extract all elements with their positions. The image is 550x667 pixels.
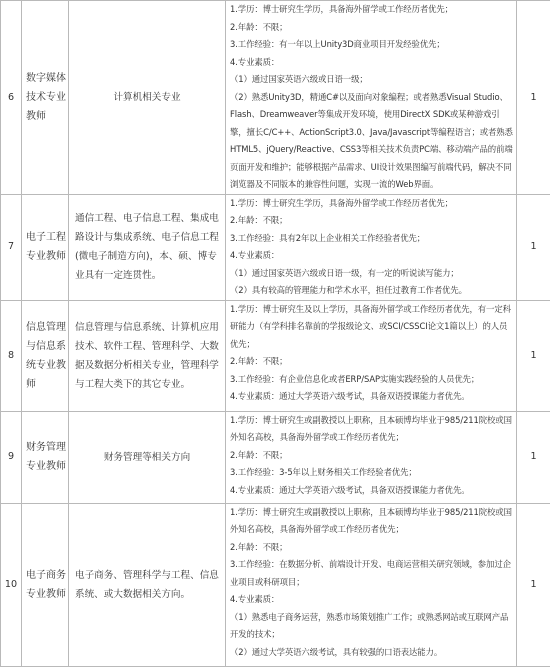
requirement-line: 2.年龄：不限； xyxy=(230,539,513,557)
requirement-line: 4.专业素质： xyxy=(230,247,513,265)
requirement-line: 1.学历：博士研究生及以上学历，具备海外留学或工作经历者优先，有一定科研能力（有学科排名靠前的学报级论文、或SCI/CSSCI论文1篇以上）的人员优先； xyxy=(230,301,513,354)
table-row xyxy=(1,194,550,300)
headcount: 1 xyxy=(517,411,550,503)
position-name: 财务管理专业教师 xyxy=(22,411,69,503)
position-name: 信息管理与信息系统专业教师 xyxy=(22,300,69,411)
requirement-line: （1）通过国家英语六级或日语一级，有一定的听说读写能力； xyxy=(230,265,513,283)
requirement-line: 1.学历：博士研究生学历，具备海外留学或工作经历者优先； xyxy=(230,1,513,19)
row-number: 6 xyxy=(1,1,22,195)
headcount: 1 xyxy=(517,300,550,411)
major-requirement: 电子商务、管理科学与工程、信息系统、或大数据相关方向。 xyxy=(69,503,226,666)
requirement-line: 1.学历：博士研究生学历，具备海外留学或工作经历者优先； xyxy=(230,195,513,213)
requirement-line: 3.工作经验：有企业信息化或者ERP/SAP实施实践经验的人员优先； xyxy=(230,371,513,389)
requirement-line: 1.学历：博士研究生或副教授以上职称，且本硕博均毕业于985/211院校或国外知名高校，具备海外留学或工作经历者优先； xyxy=(230,504,513,539)
requirement-line: （2）熟悉Unity3D，精通C#以及面向对象编程；或者熟悉Visual Studio、Flash、Dreamweaver等集成开发环境，使用DirectX SDK或某种游戏引擎，擅长C/C++、ActionScript3.0、Java/Javascript等编程语言；或者熟悉HTML5、jQuery/Reactive、CSS3等相关技术负责PC端、移动端产品的前端页面开发和维护；能够根据产品需求、UI设计效果图编写前端代码，解决不同浏览器及不同版本的兼容性问题，实现一流的Web界面。 xyxy=(230,89,513,194)
headcount: 1 xyxy=(517,1,550,195)
headcount: 1 xyxy=(517,194,550,300)
requirement-line: 4.专业素质：通过大学英语六级考试，具备双语授课能力者优先。 xyxy=(230,482,513,500)
table-body xyxy=(1,1,550,667)
row-number: 7 xyxy=(1,194,22,300)
position-name: 数字媒体技术专业教师 xyxy=(22,1,69,195)
requirement-line: 3.工作经验：具有2年以上企业相关工作经验者优先； xyxy=(230,230,513,248)
table-row xyxy=(1,300,550,411)
requirement-line: 2.年龄：不限； xyxy=(230,353,513,371)
job-requirements xyxy=(226,503,517,666)
major-requirement: 财务管理等相关方向 xyxy=(69,411,226,503)
table-row xyxy=(1,411,550,503)
requirement-line: 2.年龄：不限； xyxy=(230,447,513,465)
requirement-line: （1）熟悉电子商务运营，熟悉市场策划推广工作；或熟悉网站或互联网产品开发的技术； xyxy=(230,609,513,644)
requirement-line: 3.工作经验：3-5年以上财务相关工作经验者优先； xyxy=(230,464,513,482)
job-requirements xyxy=(226,411,517,503)
major-requirement: 通信工程、电子信息工程、集成电路设计与集成系统、电子信息工程(微电子制造方向)，本、硕、博专业具有一定连贯性。 xyxy=(69,194,226,300)
major-requirement: 信息管理与信息系统、计算机应用技术、软件工程、管理科学、大数据及数据分析相关专业，管理科学与工程大类下的其它专业。 xyxy=(69,300,226,411)
requirement-line: （1）通过国家英语六级或日语一级； xyxy=(230,71,513,89)
row-number: 9 xyxy=(1,411,22,503)
requirement-line: 4.专业素质： xyxy=(230,591,513,609)
position-name: 电子工程专业教师 xyxy=(22,194,69,300)
table-row xyxy=(1,1,550,195)
requirement-line: 4.专业素质： xyxy=(230,54,513,72)
requirement-line: 4.专业素质：通过大学英语六级考试，具备双语授课能力者优先。 xyxy=(230,388,513,406)
row-number: 10 xyxy=(1,503,22,666)
job-requirements xyxy=(226,300,517,411)
major-requirement: 计算机相关专业 xyxy=(69,1,226,195)
row-number: 8 xyxy=(1,300,22,411)
requirement-line: 3.工作经验：在数据分析、前端设计开发、电商运营相关研究领域，参加过企业项目或科研项目； xyxy=(230,556,513,591)
requirement-line: 3.工作经验：有一年以上Unity3D商业项目开发经验优先； xyxy=(230,36,513,54)
job-requirements xyxy=(226,194,517,300)
requirement-line: （2）具有较高的管理能力和学术水平，担任过教育工作者优先。 xyxy=(230,282,513,300)
headcount: 1 xyxy=(517,503,550,666)
requirement-line: 1.学历：博士研究生或副教授以上职称，且本硕博均毕业于985/211院校或国外知名高校，具备海外留学或工作经历者优先； xyxy=(230,412,513,447)
requirement-line: （2）通过大学英语六级考试，具有较强的口语表达能力。 xyxy=(230,644,513,662)
table-row xyxy=(1,503,550,666)
requirement-line: 2.年龄：不限； xyxy=(230,19,513,37)
requirement-line: 2.年龄：不限； xyxy=(230,212,513,230)
position-name: 电子商务专业教师 xyxy=(22,503,69,666)
job-requirements xyxy=(226,1,517,195)
